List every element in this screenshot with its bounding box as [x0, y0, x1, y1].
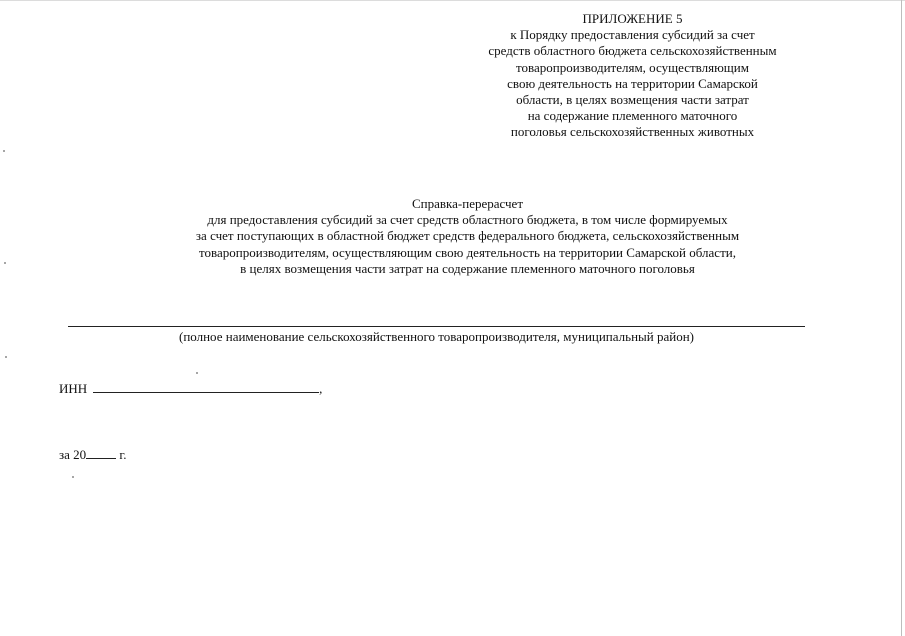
scan-speck	[196, 372, 198, 374]
appendix-title: ПРИЛОЖЕНИЕ 5	[582, 11, 683, 26]
appendix-line: товаропроизводителям, осуществляющим	[515, 59, 749, 75]
page-right-edge	[901, 0, 902, 636]
producer-name-caption: (полное наименование сельскохозяйственного товаропроизводителя, муниципальный район)	[179, 329, 694, 344]
period-suffix: г.	[119, 447, 127, 462]
appendix-line: на содержание племенного маточного	[527, 108, 738, 124]
scan-speck	[5, 356, 7, 358]
inn-blank[interactable]	[93, 380, 319, 393]
certificate-line: за счет поступающих в областной бюджет средств федерального бюджета, сельскохозяйственным	[195, 228, 740, 244]
appendix-line: к Порядку предоставления субсидий за счет	[510, 27, 755, 43]
inn-label: ИНН	[59, 381, 88, 396]
appendix-line: свою деятельность на территории Самарской	[507, 75, 758, 91]
certificate-line: для предоставления субсидий за счет средств областного бюджета, в том числе формируемых	[207, 212, 728, 228]
producer-name-blank[interactable]	[68, 326, 805, 327]
scan-speck	[4, 262, 6, 264]
scan-speck	[72, 476, 74, 478]
certificate-title: Справка-перерасчет	[411, 196, 524, 211]
inn-suffix: ,	[319, 381, 323, 396]
inn-row	[59, 380, 322, 397]
appendix-header	[455, 11, 810, 141]
appendix-line: области, в целях возмещения части затрат	[516, 92, 749, 108]
period-prefix: за 20	[59, 447, 87, 462]
appendix-line: средств областного бюджета сельскохозяйственным	[488, 43, 777, 59]
certificate-line: в целях возмещения части затрат на содержание племенного маточного поголовья	[240, 260, 695, 276]
page-top-edge	[0, 0, 905, 1]
year-blank[interactable]	[86, 446, 116, 459]
certificate-heading	[100, 196, 835, 277]
scan-speck	[3, 150, 5, 152]
appendix-line: поголовья сельскохозяйственных животных	[510, 124, 755, 140]
period-row	[59, 446, 127, 463]
certificate-line: товаропроизводителям, осуществляющим свою деятельность на территории Самарской области,	[199, 244, 736, 260]
